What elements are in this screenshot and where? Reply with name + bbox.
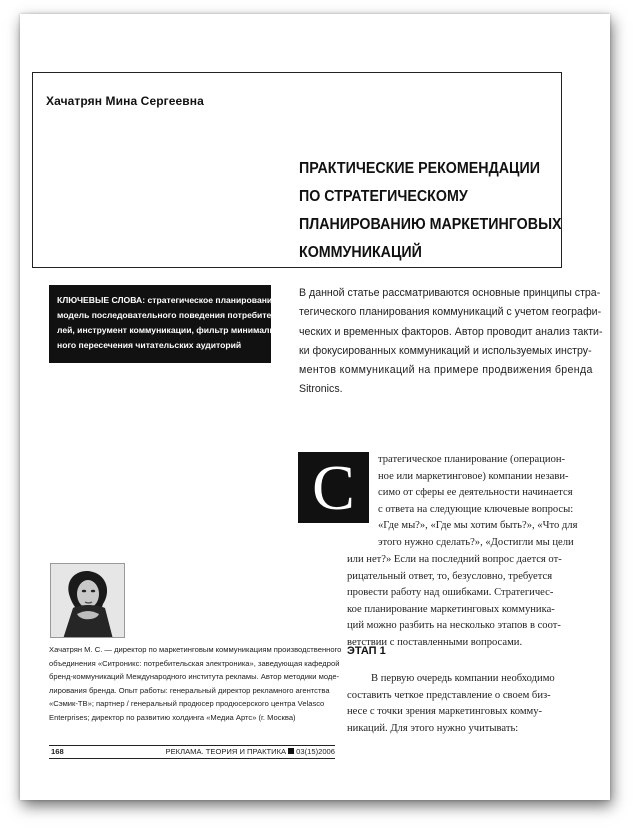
body-line: ций можно разбить на несколько этапов в соот- [347,620,561,632]
bio-line: Enterprises; директор по развитию холдинга «Медиа Артс» (г. Москва) [49,712,296,722]
abstract-line: Sitronics. [299,383,343,396]
body-line: составить четкое представление о своем биз- [347,689,551,701]
abstract-line: ки фокусированных коммуникаций и используемых инстру- [299,344,592,357]
author-portrait-image [51,564,125,638]
author-photo [50,563,125,638]
body-line: кое планирование маркетинговых коммуника- [347,603,555,615]
body-line: рицательный ответ, то, безусловно, требуется [347,570,553,582]
title-line: ПЛАНИРОВАНИЮ МАРКЕТИНГОВЫХ [299,216,562,233]
keywords-line: лей, инструмент коммуникации, фильтр минималь- [57,325,278,335]
title-line: ПО СТРАТЕГИЧЕСКОМУ [299,188,468,205]
keywords-line: КЛЮЧЕВЫЕ СЛОВА: стратегическое планирование, [57,295,280,305]
bio-line: Хачатрян М. С. — директор по маркетинговым коммуникациям производственного [49,645,342,654]
page-footer [49,745,335,759]
article-title [299,155,562,267]
abstract-line: тегического планирования коммуникаций с учетом географи- [299,306,602,319]
bio-line: «Сэмик-ТВ»; партнер / генеральный продюсер продюсерского центра Velasco [49,699,325,709]
bio-line: бренд-коммуникаций Международного института рекламы. Автор методики моде- [49,672,340,682]
body-line: с ответа на следующие ключевые вопросы: [378,503,574,515]
page-number: 168 [51,747,64,756]
body-line: ветствии с поставленными вопросами. [347,636,523,648]
bio-line: объединения «Ситроникс: потребительская электроника», заведующая кафедрой [49,658,340,668]
section-heading: ЭТАП 1 [347,645,386,657]
keywords-line: модель последовательного поведения потребите- [57,310,275,320]
keywords-box [49,285,280,363]
title-line: ПРАКТИЧЕСКИЕ РЕКОМЕНДАЦИИ [299,160,540,177]
body-line: несе с точки зрения маркетинговых комму- [347,706,543,718]
body-line: симо от сферы ее деятельности начинается [378,487,573,499]
body-line: этого нужно сделать?», «Достигли мы цели [378,536,574,548]
body-line: ное или маркетинговое) компании незави- [378,470,569,482]
body-line: никаций. Для этого нужно учитывать: [347,722,519,734]
stage-text [347,671,555,737]
body-text-beside-cap [378,452,577,552]
issue-number: 03(15)2006 [296,747,335,756]
body-text-continued [347,552,562,652]
title-line: КОММУНИКАЦИЙ [299,244,422,261]
abstract-line: ческих и временных факторов. Автор проводит анализ такти- [299,325,603,338]
square-bullet-icon [288,748,294,754]
body-line: тратегическое планирование (операцион- [378,454,566,465]
bio-line: лирования бренда. Опыт работы: генеральный директор рекламного агентства [49,685,330,695]
keywords-line: ного пересечения читательских аудиторий [57,340,242,350]
journal-name: РЕКЛАМА. ТЕОРИЯ И ПРАКТИКА [165,747,287,756]
body-line: провести работу над ошибками. Стратегичес- [347,587,554,599]
author-name: Хачатрян Мина Сергеевна [46,94,204,108]
running-footer [166,746,335,758]
body-line: В первую очередь компании необходимо [371,673,555,684]
abstract [299,284,603,400]
author-bio [49,643,342,725]
body-line: «Где мы?», «Где мы хотим быть?», «Что для [378,520,578,532]
body-line: или нет?» Если на последний вопрос дается от- [347,554,562,565]
drop-cap: С [298,452,369,523]
abstract-line: ментов коммуникаций на примере продвижения бренда [299,364,593,377]
abstract-line: В данной статье рассматриваются основные принципы стра- [299,287,601,299]
